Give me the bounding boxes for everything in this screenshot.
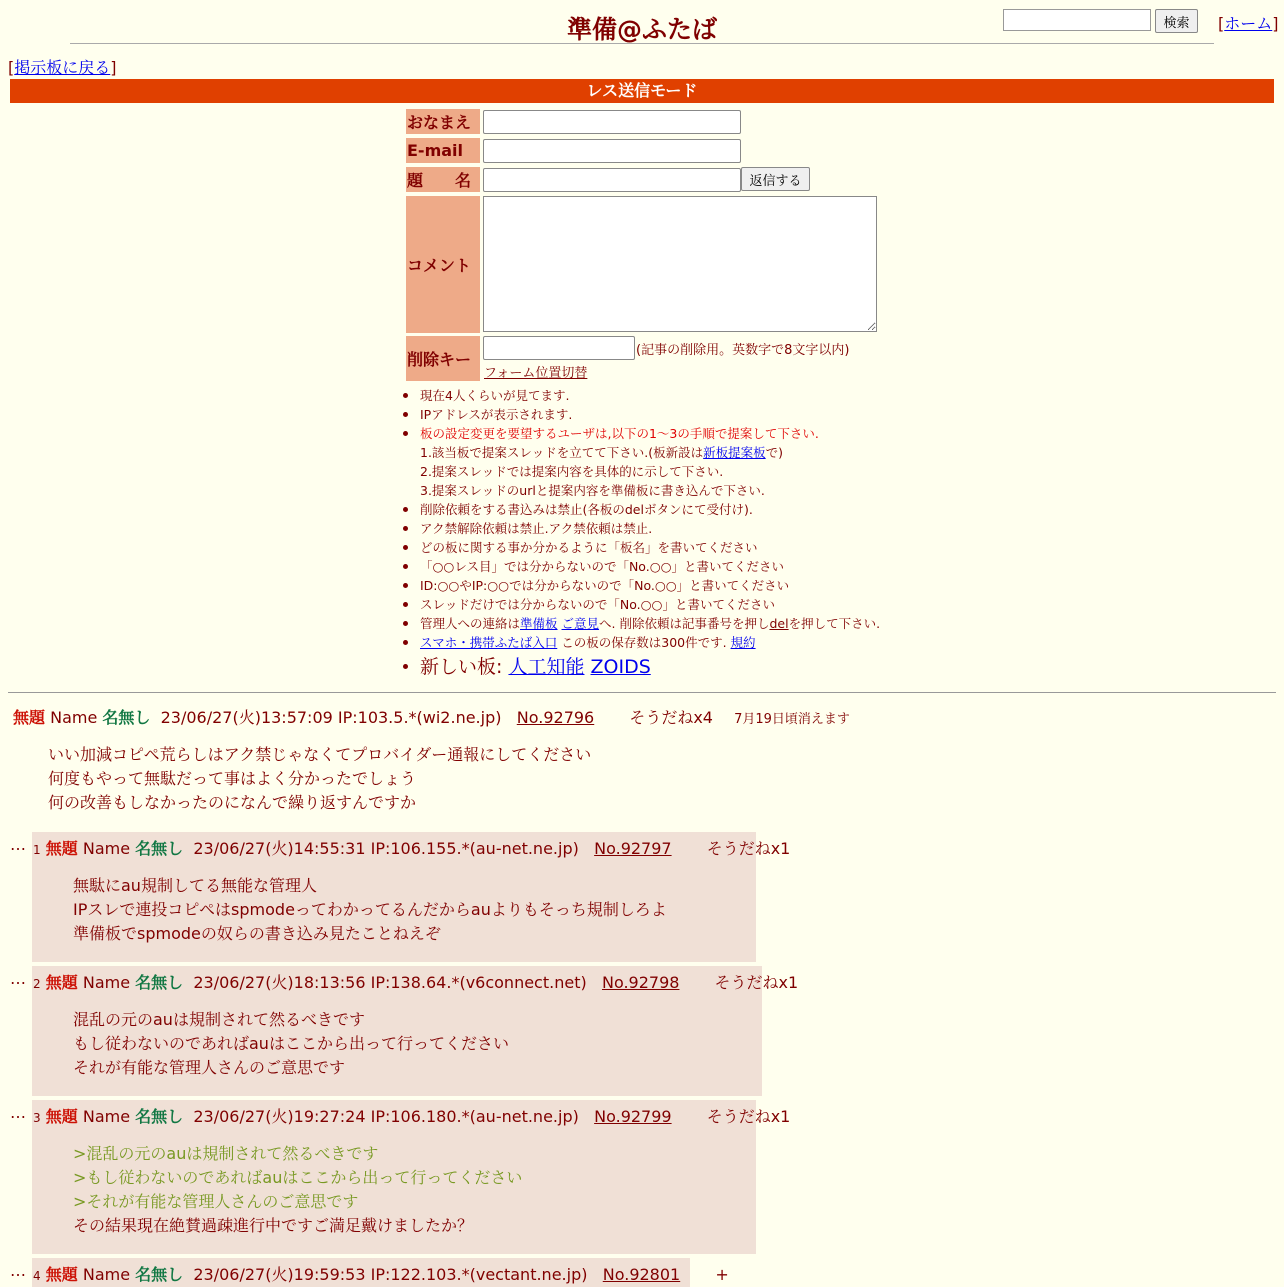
rule-item: 現在4人くらいが見てます. [420,386,880,405]
post-line: 混乱の元のauは規制されて然るべきです [73,1010,365,1029]
soudane-button[interactable]: そうだねx1 [714,973,799,992]
feedback-link[interactable]: ご意見 [561,616,600,631]
post-number-link[interactable]: No.92797 [594,839,672,858]
reply-header [33,1262,729,1285]
post-subject: 無題 [45,1107,78,1126]
reply-body [73,1008,509,1080]
title-rule [70,43,1214,44]
poster-name: 名無し [102,708,151,727]
post-line: もし従わないのであればauはここから出って行ってください [73,1034,509,1053]
rule-text: 管理人への連絡は [420,616,521,631]
back-link-wrapper: [掲示板に戻る] [8,58,117,77]
search-button[interactable]: 検索 [1155,9,1198,33]
rule-item: アク禁解除依頼は禁止.アク禁依頼は禁止. [420,519,880,538]
reply-header [33,836,790,859]
quote-line: >もし従わないのであればauはここから出って行ってください [73,1168,523,1187]
submit-reply-button[interactable]: 返信する [741,167,810,191]
rule-text: 新しい板: [420,656,509,678]
rule-item: どの板に関する事か分かるように「板名」を書いてください [420,538,880,557]
post-number-link[interactable]: No.92796 [516,708,595,727]
reply-index: 2 [33,977,41,991]
reply-mode-bar: レス送信モード [10,79,1274,103]
email-input[interactable] [483,139,741,163]
reply-header [33,970,798,993]
post-number-link[interactable]: No.92801 [602,1265,681,1284]
post-subject: 無題 [45,1265,78,1284]
poster-name: 名無し [135,1107,184,1126]
reply-index: 1 [33,843,41,857]
reply-header [33,1104,790,1127]
junbi-board-link[interactable]: 準備板 [520,616,558,631]
poster-name: 名無し [135,1265,184,1284]
soudane-button[interactable]: + [715,1265,729,1284]
post-subject: 無題 [13,708,46,727]
home-link[interactable]: ホーム [1224,14,1273,33]
rule-item [420,614,880,633]
page-title: 準備@ふたば [566,15,717,44]
rule-subitem: 3.提案スレッドのurlと提案内容を準備板に書き込んで下さい. [420,483,765,498]
subject-label: 題 名 [406,167,480,192]
op-body [48,743,591,815]
rule-item: 「○○レス目」では分からないので「No.○○」と書いてください [420,557,880,576]
rule-text: で) [765,445,784,460]
soudane-button[interactable]: そうだねx1 [706,1107,791,1126]
rule-item-new-boards [420,652,880,682]
post-subject: 無題 [45,839,78,858]
op-header [13,705,850,728]
post-subject: 無題 [45,973,78,992]
del-link[interactable]: del [769,616,789,631]
name-label: おなまえ [406,109,480,134]
back-to-board-link[interactable]: 掲示板に戻る [14,58,111,77]
rule-item: 板の設定変更を要望するユーザは,以下の1〜3の手順で提案して下さい. [420,424,880,443]
delete-key-input[interactable] [483,336,635,360]
rule-subitem [420,443,880,462]
rule-subitem: 2.提案スレッドでは提案内容を具体的に示して下さい. [420,464,724,479]
reply-post [32,1100,791,1254]
rule-text: この板の保存数は300件です. [557,635,731,650]
ai-board-link[interactable]: 人工知能 [508,656,585,678]
post-line: それが有能な管理人さんのご意思です [73,1058,346,1077]
quote-line: >それが有能な管理人さんのご意思です [73,1192,359,1211]
expire-notice: 7月19日頃消えます [734,712,850,727]
post-line: 無駄にau規制してる無能な管理人 [73,876,317,895]
rules-list [420,386,880,682]
name-label: Name [82,1265,131,1284]
post-line: いい加減コピペ荒らしはアク禁じゃなくてプロバイダー通報にしてください [48,745,592,764]
search-input[interactable] [1003,9,1151,31]
soudane-button[interactable]: そうだねx4 [629,708,713,727]
reply-dots: … [10,969,26,988]
reply-body [73,1142,522,1238]
post-datetime: 23/06/27(火)19:27:24 IP:106.180.*(au-net.ne.jp) [193,1107,579,1126]
reply-post [32,1258,729,1287]
quote-line: >混乱の元のauは規制されて然るべきです [73,1144,379,1163]
reply-dots: … [10,1103,26,1122]
post-datetime: 23/06/27(火)19:59:53 IP:122.103.*(vectant.ne.jp) [193,1265,588,1284]
post-datetime: 23/06/27(火)13:57:09 IP:103.5.*(wi2.ne.jp) [160,708,502,727]
name-label: Name [82,973,131,992]
reply-body [73,874,667,946]
thread-separator [8,692,1276,693]
new-board-proposal-link[interactable]: 新板提案板 [703,445,766,460]
rule-text: を押して下さい. [788,616,881,631]
poster-name: 名無し [135,973,184,992]
form-position-toggle-link[interactable]: フォーム位置切替 [484,366,588,381]
name-label: Name [82,839,131,858]
rule-item: 削除依頼をする書込みは禁止(各板のdelボタンにて受付け). [420,500,880,519]
rule-text: 1.該当板で提案スレッドを立てて下さい.(板新設は [420,445,704,460]
reply-index: 4 [33,1269,41,1283]
post-number-link[interactable]: No.92798 [601,973,680,992]
post-line: 準備板でspmodeの奴らの書き込み見たことねえぞ [73,924,441,943]
post-line: その結果現在絶賛過疎進行中ですご満足戴けましたか？ [73,1216,474,1235]
zoids-board-link[interactable]: ZOIDS [590,656,651,678]
post-datetime: 23/06/27(火)14:55:31 IP:106.155.*(au-net.ne.jp) [193,839,579,858]
delete-key-note [636,341,876,361]
comment-label: コメント [406,196,480,333]
post-line: 何の改善もしなかったのになんで繰り返すんですか [48,793,417,812]
rule-text: へ. 削除依頼は記事番号を押し [599,616,770,631]
terms-link[interactable]: 規約 [730,635,756,650]
rule-item: ID:○○やIP:○○では分からないので「No.○○」と書いてください [420,576,880,595]
rule-item: スレッドだけでは分からないので「No.○○」と書いてください [420,595,880,614]
reply-post [32,966,799,1096]
email-label: E-mail [406,138,480,163]
mobile-entrance-link[interactable]: スマホ・携帯ふたば入口 [420,635,558,650]
subject-input[interactable] [483,168,741,192]
delete-key-note-text: (記事の削除用。英数字で8文字以内) [636,343,850,358]
post-line: IPスレで連投コピペはspmodeってわかってるんだからauよりもそっち規制しろよ [73,900,667,919]
post-number-link[interactable]: No.92799 [594,1107,672,1126]
poster-name: 名無し [135,839,184,858]
delete-key-label: 削除キー [406,336,480,381]
reply-index: 3 [33,1111,41,1125]
reply-dots: … [10,1261,26,1280]
reply-post [32,832,791,962]
name-label: Name [82,1107,131,1126]
home-link-wrapper: [ホーム] [1218,14,1279,33]
rule-item [420,633,880,652]
post-line: 何度もやって無駄だって事はよく分かったでしょう [48,769,417,788]
rule-item: IPアドレスが表示されます. [420,405,880,424]
post-datetime: 23/06/27(火)18:13:56 IP:138.64.*(v6connect.net) [193,973,587,992]
reply-dots: … [10,835,26,854]
comment-textarea[interactable] [483,196,877,332]
name-label: Name [50,708,98,727]
name-input[interactable] [483,110,741,134]
soudane-button[interactable]: そうだねx1 [706,839,791,858]
